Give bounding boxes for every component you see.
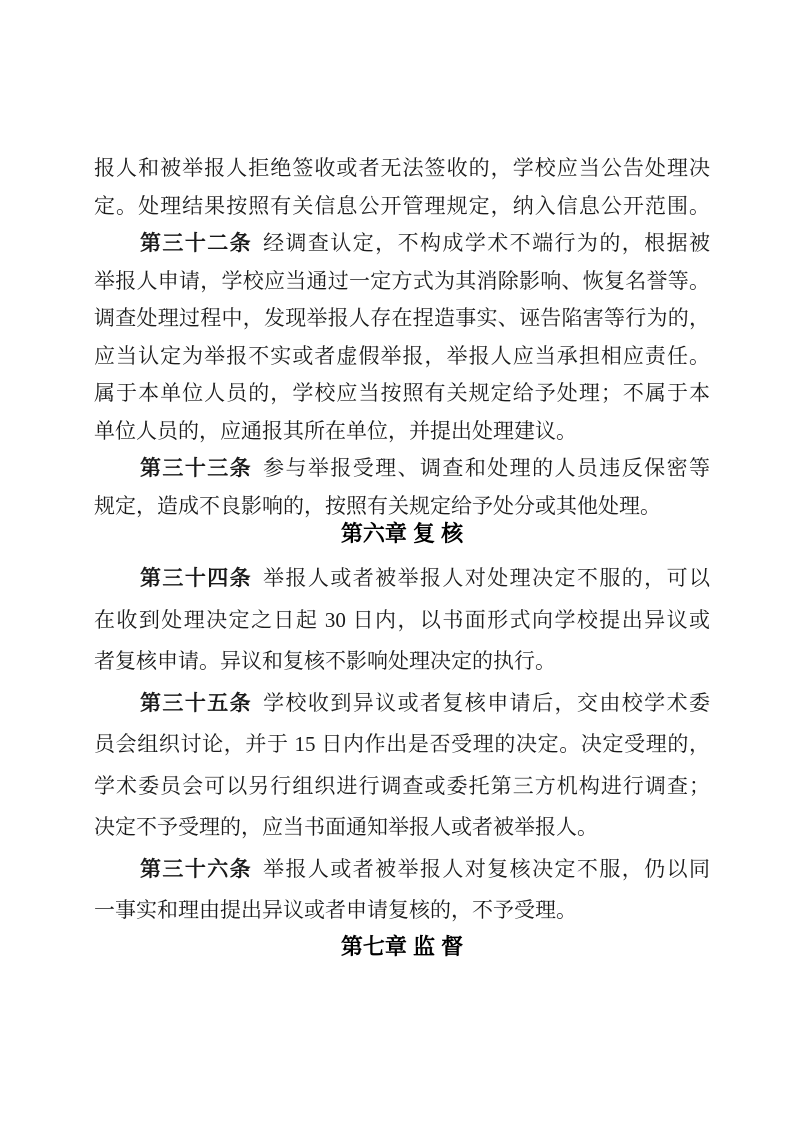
line-text: 者复核申请。异议和复核不影响处理决定的执行。 [94, 649, 556, 673]
body-text-line [94, 300, 710, 338]
line-text: 报人和被举报人拒绝签收或者无法签收的，学校应当公告处理决 [94, 156, 710, 180]
body-text-line [94, 375, 710, 413]
line-text: 决定不予受理的，应当书面通知举报人或者被举报人。 [94, 815, 598, 839]
article-33-first-line [94, 450, 710, 488]
body-text-line [94, 150, 710, 188]
body-text-line [94, 188, 710, 226]
chapter-6-heading: 第六章 复 核 [340, 521, 464, 546]
article-32-first-line [94, 225, 710, 263]
article-number-bold: 第三十五条 [140, 690, 253, 715]
article-36-first-line [94, 849, 710, 891]
body-text-line [94, 338, 710, 376]
line-text: 调查处理过程中，发现举报人存在捏造事实、诬告陷害等行为的， [94, 306, 710, 330]
line-text: 举报人或者被举报人对复核决定不服，仍以同 [263, 856, 711, 881]
line-text: 员会组织讨论，并于 15 日内作出是否受理的决定。决定受理的， [94, 732, 710, 756]
article-34-first-line [94, 558, 710, 600]
article-number-bold: 第三十三条 [140, 456, 253, 480]
body-text-line [94, 766, 710, 808]
article-number-bold: 第三十六条 [140, 856, 253, 881]
line-text: 参与举报受理、调查和处理的人员违反保密等 [263, 456, 711, 480]
body-text-line [94, 413, 710, 451]
line-text: 应当认定为举报不实或者虚假举报，举报人应当承担相应责任。 [94, 343, 710, 368]
line-text: 经调查认定，不构成学术不端行为的，根据被 [263, 231, 711, 255]
body-text-line [94, 600, 710, 642]
article-number-bold: 第三十二条 [140, 231, 253, 255]
line-text: 举报人申请，学校应当通过一定方式为其消除影响、恢复名誉等。 [94, 268, 710, 293]
line-text: 一事实和理由提出异议或者申请复核的，不予受理。 [94, 898, 577, 922]
lower-text-block [94, 558, 710, 932]
article-number-bold: 第三十四条 [140, 566, 253, 590]
body-text-line [94, 724, 710, 766]
body-text-line [94, 263, 710, 301]
line-text: 属于本单位人员的，学校应当按照有关规定给予处理；不属于本 [94, 381, 710, 405]
chapter-7-heading: 第七章 监 督 [340, 934, 464, 959]
article-35-first-line [94, 683, 710, 725]
line-text: 定。处理结果按照有关信息公开管理规定，纳入信息公开范围。 [94, 193, 710, 218]
line-text: 举报人或者被举报人对处理决定不服的，可以 [263, 566, 711, 590]
body-text-line [94, 807, 710, 849]
line-text: 规定，造成不良影响的，按照有关规定给予处分或其他处理。 [94, 493, 661, 518]
line-text: 学校收到异议或者复核申请后，交由校学术委 [263, 690, 711, 715]
body-text-line [94, 641, 710, 683]
upper-text-block [94, 150, 710, 525]
line-text: 学术委员会可以另行组织进行调查或委托第三方机构进行调查； [94, 773, 710, 798]
line-text: 在收到处理决定之日起 30 日内，以书面形式向学校提出异议或 [94, 607, 710, 632]
line-text: 单位人员的，应通报其所在单位，并提出处理建议。 [94, 418, 577, 443]
